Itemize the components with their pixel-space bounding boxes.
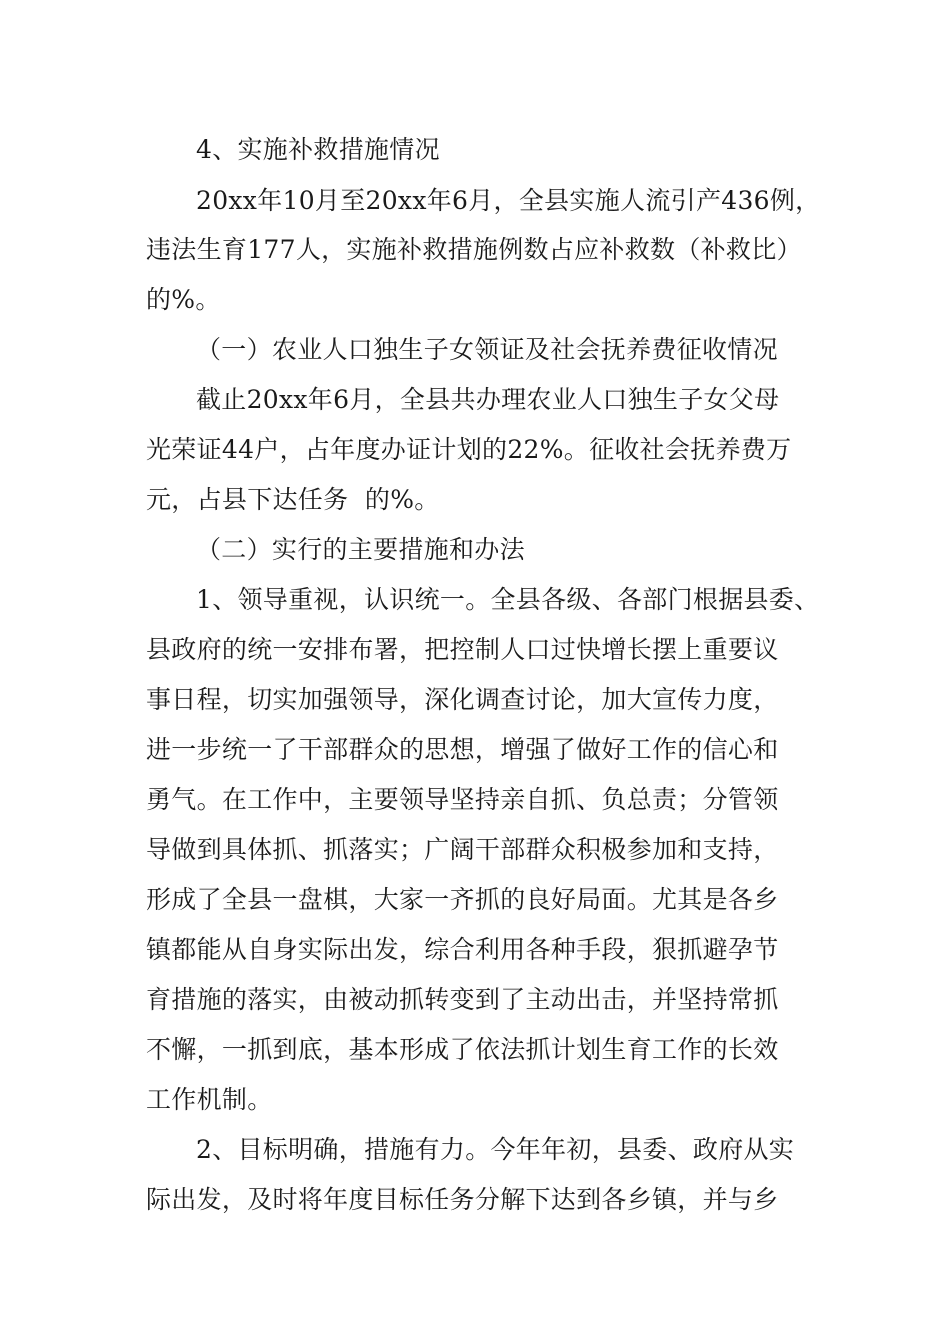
paragraph-line: 的%。 [146, 285, 221, 314]
paragraph-line: 事日程，切实加强领导，深化调查讨论，加大宣传力度， [146, 685, 779, 714]
paragraph-line: 20xx年10月至20xx年6月，全县实施人流引产436例， [196, 186, 821, 215]
paragraph-line: 际出发，及时将年度目标任务分解下达到各乡镇，并与乡 [146, 1185, 779, 1214]
paragraph-line: 进一步统一了干部群众的思想，增强了做好工作的信心和 [146, 735, 779, 764]
paragraph-line: 违法生育177人，实施补救措施例数占应补救数（补救比） [146, 235, 802, 264]
paragraph-line: 不懈，一抓到底，基本形成了依法抓计划生育工作的长效 [146, 1035, 779, 1064]
section-heading-rural-single-child: （一）农业人口独生子女领证及社会抚养费征收情况 [196, 335, 778, 364]
paragraph-line: 勇气。在工作中，主要领导坚持亲自抓、负总责；分管领 [146, 785, 779, 814]
paragraph-line: 工作机制。 [146, 1085, 273, 1114]
section-heading-main-measures: （二）实行的主要措施和办法 [196, 535, 525, 564]
paragraph-line: 2、目标明确，措施有力。今年年初，县委、政府从实 [196, 1135, 795, 1164]
paragraph-line: 导做到具体抓、抓落实；广阔干部群众积极参加和支持， [146, 835, 779, 864]
section-heading-remedial-measures: 4、实施补救措施情况 [196, 135, 440, 164]
paragraph-line: 元，占县下达任务 的%。 [146, 485, 440, 514]
paragraph-line: 截止20xx年6月，全县共办理农业人口独生子女父母 [196, 385, 780, 414]
paragraph-line: 光荣证44户，占年度办证计划的22%。征收社会抚养费万 [146, 435, 792, 464]
paragraph-line: 育措施的落实，由被动抓转变到了主动出击，并坚持常抓 [146, 985, 779, 1014]
paragraph-line: 1、领导重视，认识统一。全县各级、各部门根据县委、 [196, 585, 820, 614]
paragraph-line: 镇都能从自身实际出发，综合利用各种手段，狠抓避孕节 [146, 935, 779, 964]
paragraph-line: 形成了全县一盘棋，大家一齐抓的良好局面。尤其是各乡 [146, 885, 779, 914]
paragraph-line: 县政府的统一安排布署，把控制人口过快增长摆上重要议 [146, 635, 779, 664]
